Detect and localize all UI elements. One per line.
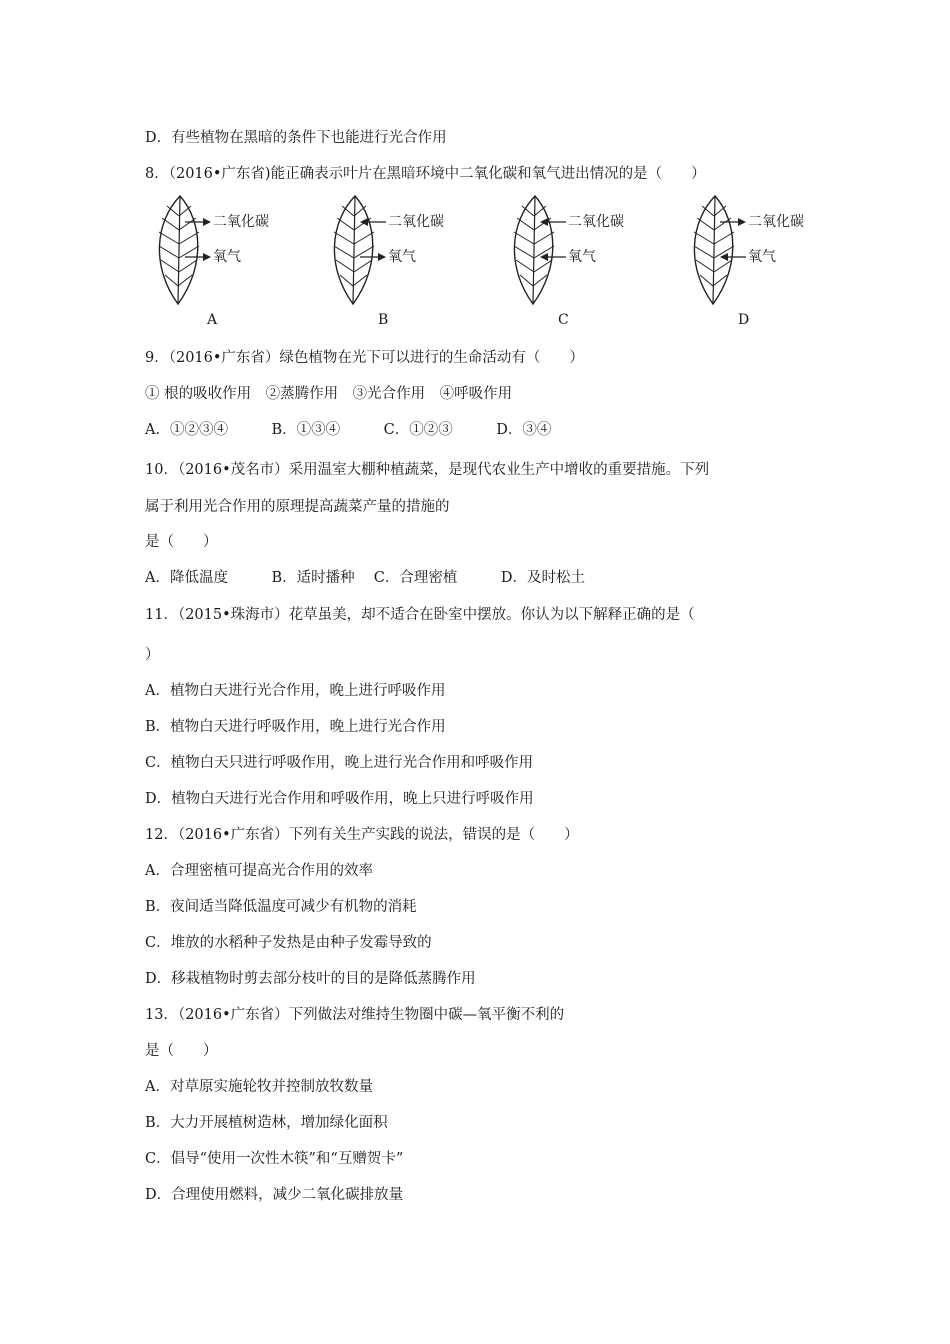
co2-label-b: 二氧化碳 xyxy=(388,214,444,230)
q8-leaf-figure xyxy=(145,192,825,337)
q13-option-b: B．大力开展植树造林，增加绿化面积 xyxy=(145,1115,388,1131)
q12-stem: 12．（2016•广东省）下列有关生产实践的说法，错误的是（ ） xyxy=(145,827,579,843)
q10-stem-line3: 是（ ） xyxy=(145,534,218,550)
leaf-option-c xyxy=(500,192,660,337)
o2-label-d: 氧气 xyxy=(748,249,776,265)
q13-option-a: A．对草原实施轮牧并控制放牧数量 xyxy=(145,1079,373,1095)
option-letter-a: A xyxy=(207,312,218,328)
q11-option-c: C．植物白天只进行呼吸作用，晚上进行光合作用和呼吸作用 xyxy=(145,755,534,771)
q8-stem: 8．（2016•广东省)能正确表示叶片在黑暗环境中二氧化碳和氧气进出情况的是（ ） xyxy=(145,166,706,182)
q10-stem-line1: 10．（2016•茂名市）采用温室大棚种植蔬菜，是现代农业生产中增收的重要措施。下列 xyxy=(145,462,710,478)
q12-option-b: B．夜间适当降低温度可减少有机物的消耗 xyxy=(145,899,417,915)
q11-stem-line2: ） xyxy=(145,647,160,663)
q13-stem-line2: 是（ ） xyxy=(145,1043,218,1059)
q9-options: A．①②③④ B．①③④ C．①②③ D．③④ xyxy=(145,422,552,438)
option-letter-b: B xyxy=(378,312,389,328)
q7-option-d: D．有些植物在黑暗的条件下也能进行光合作用 xyxy=(145,130,447,146)
co2-label-c: 二氧化碳 xyxy=(568,214,624,230)
q12-option-d: D．移栽植物时剪去部分枝叶的目的是降低蒸腾作用 xyxy=(145,971,476,987)
option-letter-c: C xyxy=(558,312,569,328)
q13-stem-line1: 13．（2016•广东省）下列做法对维持生物圈中碳—氧平衡不利的 xyxy=(145,1007,565,1023)
option-letter-d: D xyxy=(738,312,750,328)
q12-option-c: C．堆放的水稻种子发热是由种子发霉导致的 xyxy=(145,935,432,951)
q13-option-c: C．倡导“使用一次性木筷”和“互赠贺卡” xyxy=(145,1151,404,1167)
leaf-option-d xyxy=(680,192,840,337)
leaf-option-b xyxy=(320,192,480,337)
q13-option-d: D．合理使用燃料，减少二氧化碳排放量 xyxy=(145,1187,404,1203)
o2-label-a: 氧气 xyxy=(213,249,241,265)
co2-label-d: 二氧化碳 xyxy=(748,214,804,230)
q11-option-d: D．植物白天进行光合作用和呼吸作用，晚上只进行呼吸作用 xyxy=(145,791,534,807)
o2-label-c: 氧气 xyxy=(568,249,596,265)
q9-stem: 9．（2016•广东省）绿色植物在光下可以进行的生命活动有（ ） xyxy=(145,350,584,366)
q11-stem-line1: 11．（2015•珠海市）花草虽美，却不适合在卧室中摆放。你认为以下解释正确的是（ xyxy=(145,607,695,623)
q11-option-b: B．植物白天进行呼吸作用，晚上进行光合作用 xyxy=(145,719,446,735)
q10-stem-line2: 属于利用光合作用的原理提高蔬菜产量的措施的 xyxy=(145,499,450,515)
leaf-option-a xyxy=(145,192,305,337)
q10-options: A．降低温度 B．适时播种 C．合理密植 D．及时松土 xyxy=(145,570,585,586)
o2-label-b: 氧气 xyxy=(388,249,416,265)
co2-label-a: 二氧化碳 xyxy=(213,214,269,230)
q12-option-a: A．合理密植可提高光合作用的效率 xyxy=(145,863,373,879)
q9-items: ① 根的吸收作用 ②蒸腾作用 ③光合作用 ④呼吸作用 xyxy=(145,386,513,402)
q11-option-a: A．植物白天进行光合作用，晚上进行呼吸作用 xyxy=(145,683,446,699)
